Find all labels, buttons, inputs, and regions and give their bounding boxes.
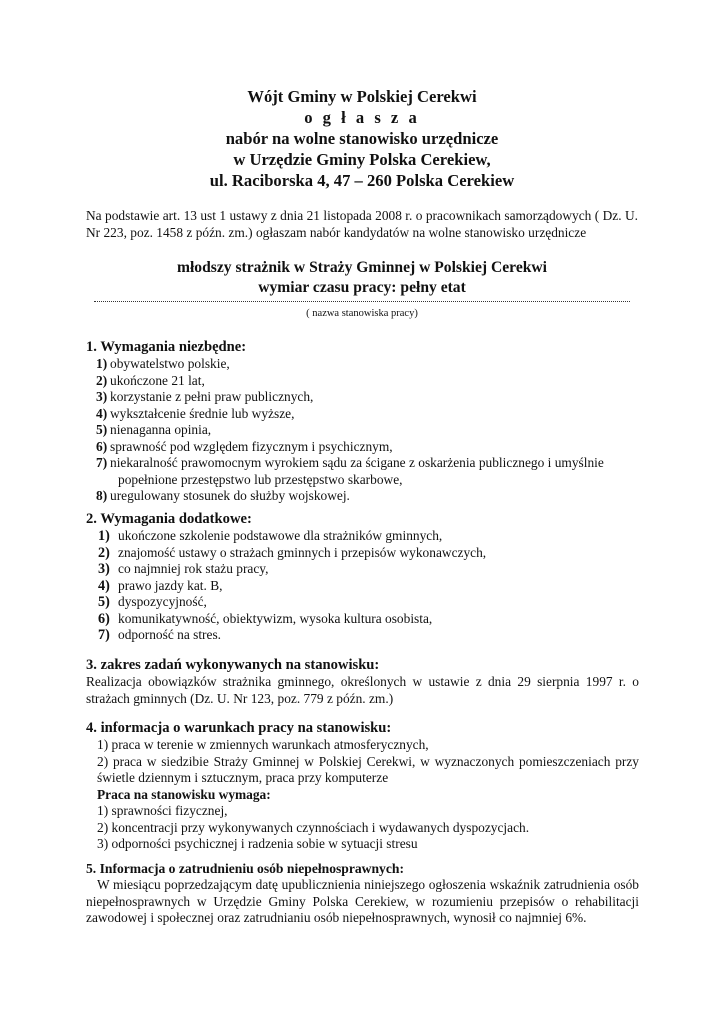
section-heading: 2. Wymagania dodatkowe: <box>86 511 252 527</box>
item-text: wykształcenie średnie lub wyższe, <box>110 405 295 421</box>
item-number: 2) <box>96 372 108 388</box>
item-number: 7) <box>96 455 108 470</box>
list-item <box>98 406 639 423</box>
item-text: ukończone szkolenie podstawowe dla strażników gminnych, <box>118 528 443 543</box>
list-item <box>98 545 639 562</box>
header-office: w Urzędzie Gminy Polska Cerekiew, <box>233 150 491 169</box>
position-title: młodszy strażnik w Straży Gminnej w Polskiej Cerekwi <box>176 259 548 276</box>
additional-requirements-list <box>86 528 639 644</box>
item-number: 1) <box>96 356 108 371</box>
item-text: sprawność pod względem fizycznym i psychicznym, <box>110 438 393 454</box>
section-duties <box>86 657 639 707</box>
list-item <box>98 356 639 373</box>
requirements-list <box>86 356 639 505</box>
item-number: 5) <box>96 422 108 437</box>
intro-paragraph: Na podstawie art. 13 ust 1 ustawy z dnia 21 listopada 2008 r. o pracownikach samorządowych ( Dz. U. Nr 223, poz. 1458 z późn. zm.) ogłaszam nabór kandydatów na wolne stanowisko urzędnicze <box>86 208 638 240</box>
item-number: 3) <box>98 561 110 577</box>
item-number: 1) <box>98 528 110 544</box>
list-item <box>98 528 639 545</box>
requirement-item: 3) odporności psychicznej i radzenia sobie w sytuacji stresu <box>97 836 418 851</box>
disabled-employment-text: W miesiącu poprzedzającym datę upublicznienia niniejszego ogłoszenia wskaźnik zatrudnienia osób niepełnosprawnych w Urzędzie Gminy Polska Cerekiew, w rozumieniu przepisów o rehabilitacji zawodowej i społecznej oraz zatrudnianiu osób niepełnosprawnych, wynosił co najmniej 6%. <box>86 877 639 925</box>
list-item <box>98 561 639 578</box>
list-item <box>98 422 639 439</box>
item-number: 4) <box>98 577 110 594</box>
item-text: dyspozycyjność, <box>118 594 207 609</box>
dotted-divider <box>94 301 630 303</box>
section-heading: 5. Informacja o zatrudnieniu osób niepełnosprawnych: <box>86 861 404 876</box>
item-text: znajomość ustawy o strażach gminnych i przepisów wykonawczych, <box>118 544 487 560</box>
position-hours: wymiar czasu pracy: pełny etat <box>258 279 466 296</box>
condition-item: 2) praca w siedzibie Straży Gminnej w Polskiej Cerekwi, w wyznaczonych pomieszczeniach przy świetle dziennym i sztucznym, praca przy komputerze <box>97 753 639 785</box>
announcement-header <box>86 86 638 191</box>
list-item <box>98 611 639 628</box>
item-number: 2) <box>98 544 110 561</box>
header-issuer: Wójt Gminy w Polskiej Cerekwi <box>247 87 477 106</box>
section-heading: 4. informacja o warunkach pracy na stanowisku: <box>86 720 392 736</box>
position-note: ( nazwa stanowiska pracy) <box>306 308 418 319</box>
duties-text: Realizacja obowiązków strażnika gminnego, określonych w ustawie z dnia 29 sierpnia 1997 r. o strażach gminnych (Dz. U. Nr 123, poz. 779 z późn. zm.) <box>86 674 639 706</box>
item-number: 3) <box>96 389 108 404</box>
item-number: 6) <box>96 438 108 454</box>
list-item <box>98 439 639 456</box>
list-item <box>98 578 639 595</box>
requires-heading: Praca na stanowisku wymaga: <box>97 786 271 802</box>
section-disabled-employment <box>86 860 639 927</box>
item-text: korzystanie z pełni praw publicznych, <box>110 389 314 404</box>
section-conditions <box>86 720 639 853</box>
condition-item: 1) praca w terenie w zmiennych warunkach atmosferycznych, <box>97 737 429 752</box>
position-block <box>86 258 638 298</box>
item-number: 4) <box>96 405 108 421</box>
item-text: ukończone 21 lat, <box>110 372 205 388</box>
item-text: niekaralność prawomocnym wyrokiem sądu za ścigane z oskarżenia publicznego i umyślnie <box>110 455 604 470</box>
item-text: uregulowany stosunek do służby wojskowej. <box>110 488 350 503</box>
header-address: ul. Raciborska 4, 47 – 260 Polska Cerekiew <box>209 171 515 190</box>
section-additional <box>86 511 639 644</box>
list-item <box>98 488 639 505</box>
item-text: odporność na stres. <box>118 627 222 642</box>
list-item <box>98 389 639 406</box>
item-number: 7) <box>98 627 110 643</box>
requirement-item: 1) sprawności fizycznej, <box>97 803 228 818</box>
header-announces: o g ł a s z a <box>304 108 420 127</box>
header-subject: nabór na wolne stanowisko urzędnicze <box>225 129 499 148</box>
section-heading: 1. Wymagania niezbędne: <box>86 339 247 355</box>
section-heading: 3. zakres zadań wykonywanych na stanowisku: <box>86 657 380 673</box>
section-required <box>86 339 639 505</box>
list-item <box>98 373 639 390</box>
item-number: 8) <box>96 488 108 503</box>
item-text: komunikatywność, obiektywizm, wysoka kultura osobista, <box>118 610 433 626</box>
item-text: prawo jazdy kat. B, <box>118 577 223 593</box>
item-number: 5) <box>98 594 110 610</box>
item-text: co najmniej rok stażu pracy, <box>118 561 269 576</box>
item-number: 6) <box>98 610 110 627</box>
requirement-item: 2) koncentracji przy wykonywanych czynnościach i wydawanych dyspozycjach. <box>97 819 530 835</box>
list-item <box>98 455 639 488</box>
item-text: nienaganna opinia, <box>110 422 212 437</box>
list-item <box>98 594 639 611</box>
item-text: obywatelstwo polskie, <box>110 356 230 371</box>
list-item <box>98 627 639 644</box>
item-text-continuation: popełnione przestępstwo lub przestępstwo skarbowe, <box>118 471 403 487</box>
